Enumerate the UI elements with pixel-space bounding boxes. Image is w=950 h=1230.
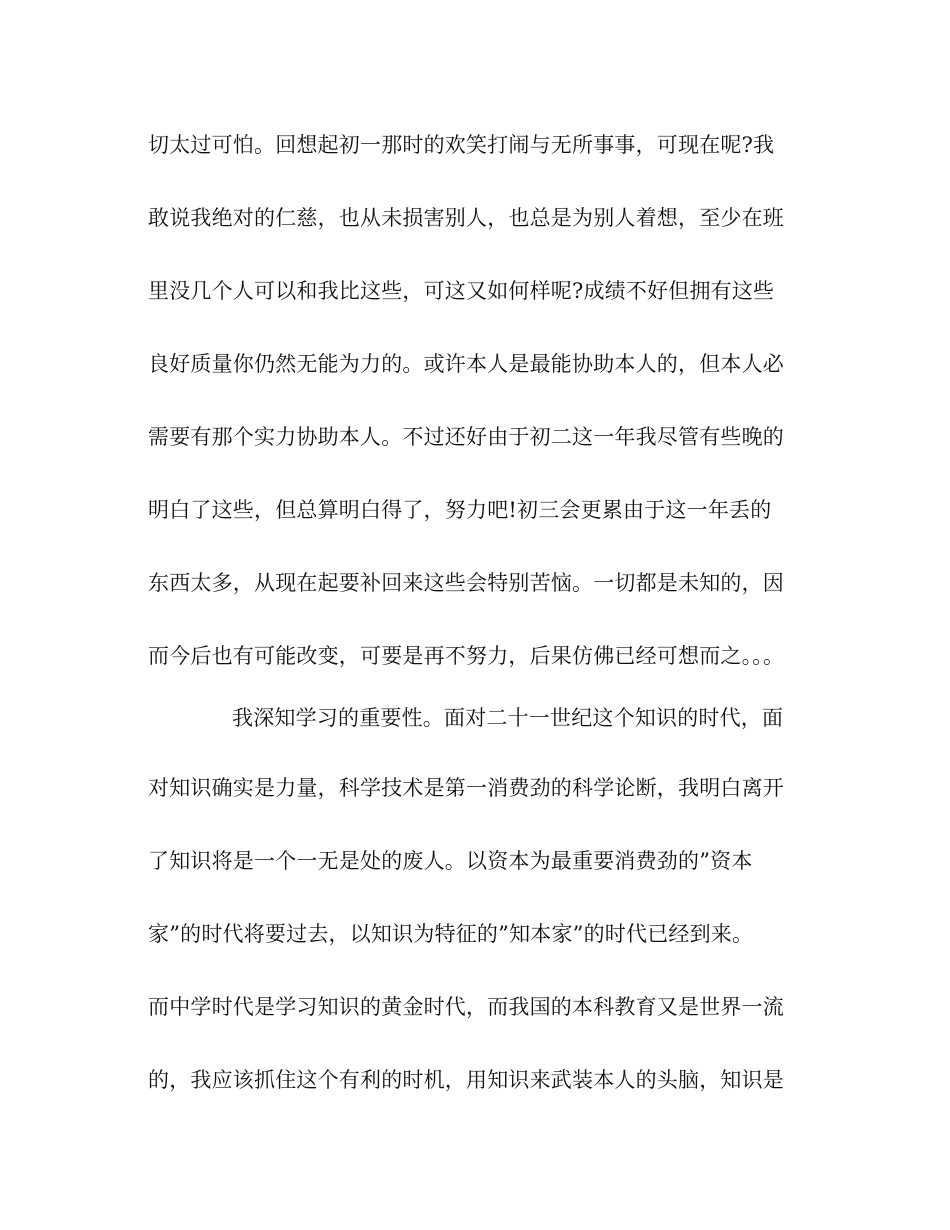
text-line: 的，我应该抓住这个有利的时机，用知识来武装本人的头脑，知识是 bbox=[148, 1068, 784, 1092]
text-line: 对知识确实是力量，科学技术是第一消费劲的科学论断，我明白离开 bbox=[148, 776, 784, 800]
text-line: 而今后也有可能改变，可要是再不努力，后果仿佛已经可想而之。。。 bbox=[148, 644, 785, 668]
text-line: 家”的时代将要过去，以知识为特征的”知本家”的时代已经到来。 bbox=[148, 922, 754, 946]
text-line: 东西太多，从现在起要补回来这些会特别苦恼。一切都是未知的，因 bbox=[148, 571, 784, 595]
text-line: 而中学时代是学习知识的黄金时代，而我国的本科教育又是世界一流 bbox=[148, 995, 784, 1019]
text-line: 切太过可怕。回想起初一那时的欢笑打闹与无所事事，可现在呢?我 bbox=[148, 133, 775, 157]
text-line: 需要有那个实力协助本人。不过还好由于初二这一年我尽管有些晚的 bbox=[148, 425, 784, 449]
text-line: 了知识将是一个一无是处的废人。以资本为最重要消费劲的”资本 bbox=[148, 849, 753, 873]
text-line: 里没几个人可以和我比这些，可这又如何样呢?成绩不好但拥有这些 bbox=[148, 279, 775, 303]
text-line: 敢说我绝对的仁慈，也从未损害别人，也总是为别人着想，至少在班 bbox=[148, 206, 784, 230]
text-line: 明白了这些，但总算明白得了，努力吧!初三会更累由于这一年丢的 bbox=[148, 498, 772, 522]
text-line: 良好质量你仍然无能为力的。或许本人是最能协助本人的，但本人必 bbox=[148, 352, 784, 376]
paragraph-first-line: 我深知学习的重要性。面对二十一世纪这个知识的时代，面 bbox=[232, 706, 784, 730]
